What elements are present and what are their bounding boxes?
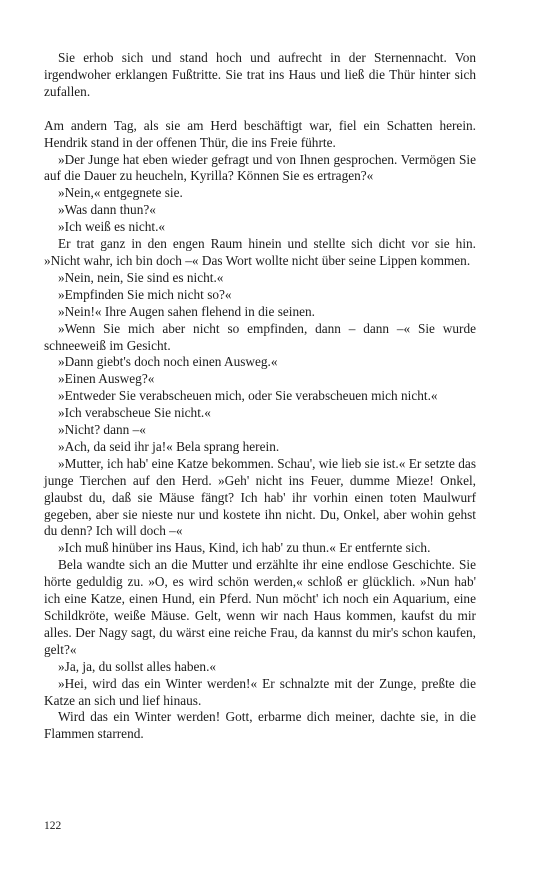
paragraph: Bela wandte sich an die Mutter und erzählte ihr eine endlose Geschichte. Sie hörte geduldig zu. »O, es wird schön werden,« schloß er glücklich. »Nun hab' ich eine Katze, einen Hund, ein Pferd. Nun möcht' ich noch ein Aquarium, eine Schildkröte, weiße Mäuse. Gelt, wenn wir nach Haus kommen, kaufst du mir alles. Der Nagy sagt, du wärst eine reiche Frau, da kannst du mir's schon kaufen, gelt?«	[44, 557, 476, 657]
section-break	[44, 101, 476, 118]
paragraph: »Der Junge hat eben wieder gefragt und von Ihnen gesprochen. Vermögen Sie auf die Dauer zu heucheln, Kyrilla? Können Sie es ertragen?«	[44, 151, 476, 184]
paragraph: »Ich muß hinüber ins Haus, Kind, ich hab' zu thun.« Er entfernte sich.	[58, 540, 431, 556]
paragraph: »Ich verabscheue Sie nicht.«	[58, 405, 211, 421]
paragraph: »Ich weiß es nicht.«	[58, 219, 166, 235]
paragraph: »Empfinden Sie mich nicht so?«	[58, 286, 232, 302]
paragraph: »Mutter, ich hab' eine Katze bekommen. Schau', wie lieb sie ist.« Er setzte das junge Tierchen auf den Herd. »Geh' nicht ins Feuer, dumme Mieze! Onkel, glaubst du, daß sie Mäuse fängt? Ich hab' ihr vorhin einen toten Maulwurf gegeben, aber sie nieste nur und kostete ihn nicht. Du, Onkel, aber wohin gehst du denn? Ich will doch –«	[44, 455, 476, 539]
paragraph: »Wenn Sie mich aber nicht so empfinden, dann – dann –« Sie wurde schneeweiß im Gesicht.	[44, 320, 476, 353]
paragraph: »Ach, da seid ihr ja!« Bela sprang herein.	[58, 438, 280, 454]
paragraph: »Einen Ausweg?«	[58, 371, 155, 387]
paragraph: »Nein!« Ihre Augen sahen flehend in die seinen.	[58, 303, 315, 319]
paragraph: »Dann giebt's doch noch einen Ausweg.«	[58, 354, 278, 370]
paragraph: »Entweder Sie verabscheuen mich, oder Sie verabscheuen mich nicht.«	[58, 388, 438, 404]
paragraph: »Hei, wird das ein Winter werden!« Er schnalzte mit der Zunge, preßte die Katze an sich und lief hinaus.	[44, 675, 476, 708]
page-number: 122	[44, 820, 62, 832]
page-body	[44, 50, 476, 743]
paragraph: »Nein, nein, Sie sind es nicht.«	[58, 269, 224, 285]
paragraph: »Nein,« entgegnete sie.	[58, 185, 183, 201]
paragraph: Am andern Tag, als sie am Herd beschäftigt war, fiel ein Schatten herein. Hendrik stand in der offenen Thür, die ins Freie führte.	[44, 117, 476, 150]
paragraph: Er trat ganz in den engen Raum hinein und stellte sich dicht vor sie hin. »Nicht wahr, ich bin doch –« Das Wort wollte nicht über seine Lippen kommen.	[44, 236, 476, 268]
paragraph: Sie erhob sich und stand hoch und aufrecht in der Sternennacht. Von irgendwoher erklangen Fußtritte. Sie trat ins Haus und ließ die Thür hinter sich zufallen.	[44, 50, 476, 99]
paragraph: »Nicht? dann –«	[58, 422, 146, 438]
paragraph: Wird das ein Winter werden! Gott, erbarme dich meiner, dachte sie, in die Flammen starrend.	[44, 709, 476, 742]
paragraph: »Ja, ja, du sollst alles haben.«	[58, 658, 217, 674]
paragraph: »Was dann thun?«	[58, 202, 156, 218]
